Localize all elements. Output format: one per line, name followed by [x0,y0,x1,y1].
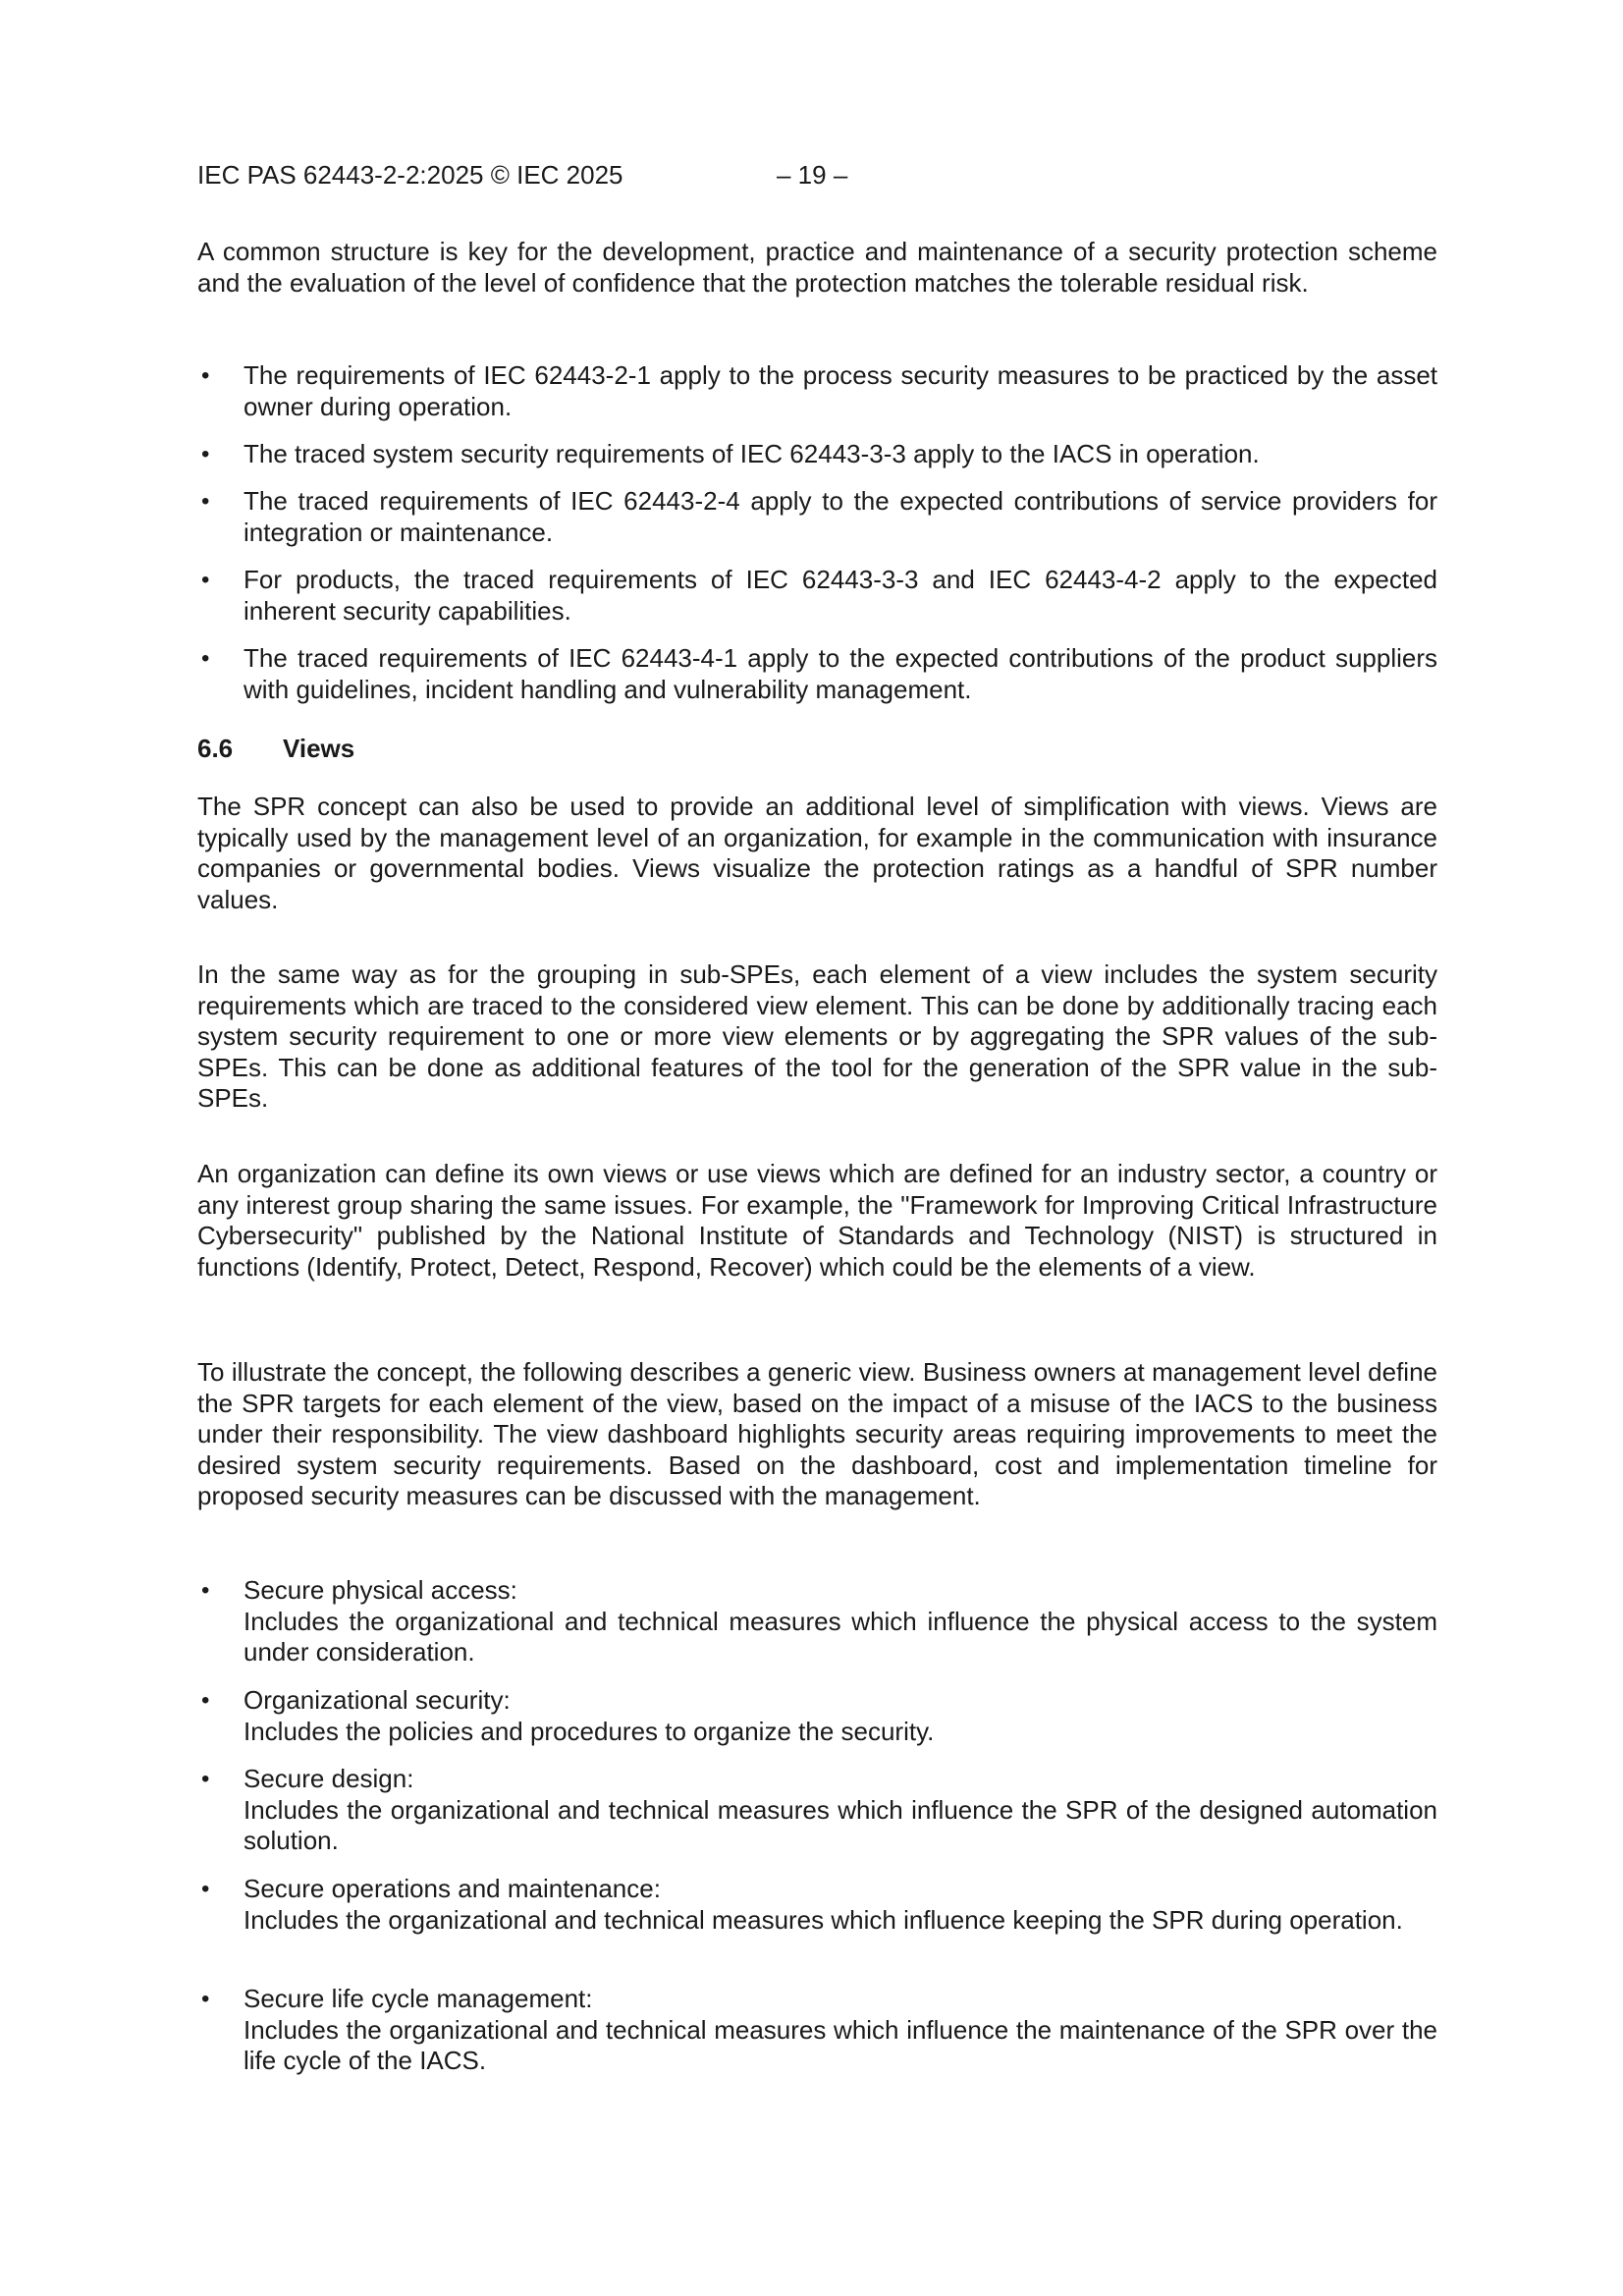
bullet-icon: • [201,645,210,672]
page-number: – 19 – [777,160,848,190]
body-paragraph: The SPR concept can also be used to provide an additional level of simplification with views. Views are typically used by the management level of an organization, for example in the communication with insurance companies or governmental bodies. Views visualize the protection ratings as a handful of SPR number values. [197,792,1437,914]
list-item [197,1764,1437,1857]
list-item-text: The traced requirements of IEC 62443-4-1 apply to the expected contributions of the product suppliers with guidelines, incident handling and vulnerability management. [243,643,1437,704]
bullet-icon: • [201,441,210,467]
bullet-icon: • [201,567,210,593]
list-item [197,1685,1437,1747]
list-item [197,565,1437,627]
list-item-text: Includes the organizational and technical measures which influence keeping the SPR during operation. [243,1904,1403,1935]
list-item [197,439,1437,470]
bullet-icon: • [201,1876,210,1902]
bullet-icon: • [201,1687,210,1714]
list-item-text: Includes the policies and procedures to organize the security. [243,1716,935,1746]
body-paragraph: To illustrate the concept, the following describes a generic view. Business owners at management level define the SPR targets for each element of the view, based on the impact of a misuse of the IACS to the business under their responsibility. The view dashboard highlights security areas requiring improvements to meet the desired system security requirements. Based on the dashboard, cost and implementation timeline for proposed security measures can be discussed with the management. [197,1357,1437,1510]
list-item-text: The requirements of IEC 62443-2-1 apply to the process security measures to be practiced by the asset owner during operation. [243,360,1437,421]
list-item-text: The traced system security requirements of IEC 62443-3-3 apply to the IACS in operation. [243,439,1260,468]
bullet-icon: • [201,1766,210,1792]
section-heading [197,734,354,765]
list-item-text: For products, the traced requirements of IEC 62443-3-3 and IEC 62443-4-2 apply to the expected inherent security capabilities. [243,565,1437,626]
list-item [197,1874,1437,1936]
list-item [197,360,1437,422]
list-item [197,1575,1437,1668]
bullet-icon: • [201,1986,210,2012]
list-item-title: Secure design: [243,1764,414,1793]
list-item-title: Secure physical access: [243,1575,517,1605]
page-header [197,160,848,191]
list-item [197,486,1437,548]
document-id: IEC PAS 62443-2-2:2025 © IEC 2025 [197,160,623,190]
intro-paragraph: A common structure is key for the development, practice and maintenance of a security protection scheme and the evaluation of the level of confidence that the protection matches the tolerable residual risk. [197,237,1437,298]
section-number: 6.6 [197,734,234,763]
body-paragraph: In the same way as for the grouping in sub-SPEs, each element of a view includes the system security requirements which are traced to the considered view element. This can be done by additionally tracing each system security requirement to one or more view elements or by aggregating the SPR values of the sub-SPEs. This can be done as additional features of the tool for the generation of the SPR value in the sub-SPEs. [197,959,1437,1113]
list-item-title: Secure operations and maintenance: [243,1874,661,1903]
bullet-icon: • [201,362,210,389]
list-item-title: Organizational security: [243,1685,511,1715]
section-title: Views [283,734,355,763]
body-paragraph: An organization can define its own views or use views which are defined for an industry sector, a country or any interest group sharing the same issues. For example, the "Framework for Improving Critical Infrastructure Cybersecurity" published by the National Institute of Standards and Technology (NIST) is structured in functions (Identify, Protect, Detect, Respond, Recover) which could be the elements of a view. [197,1159,1437,1282]
bullet-icon: • [201,488,210,515]
bullet-icon: • [201,1577,210,1604]
list-item-text: Includes the organizational and technical measures which influence the maintenance of the SPR over the life cycle of the IACS. [243,2014,1437,2075]
list-item-text: The traced requirements of IEC 62443-2-4 apply to the expected contributions of service providers for integration or maintenance. [243,486,1437,547]
list-item-text: Includes the organizational and technical measures which influence the SPR of the designed automation solution. [243,1794,1437,1855]
list-item-text: Includes the organizational and technical measures which influence the physical access to the system under consideration. [243,1606,1437,1667]
list-item [197,1984,1437,2077]
list-item-title: Secure life cycle management: [243,1984,593,2013]
list-item [197,643,1437,705]
